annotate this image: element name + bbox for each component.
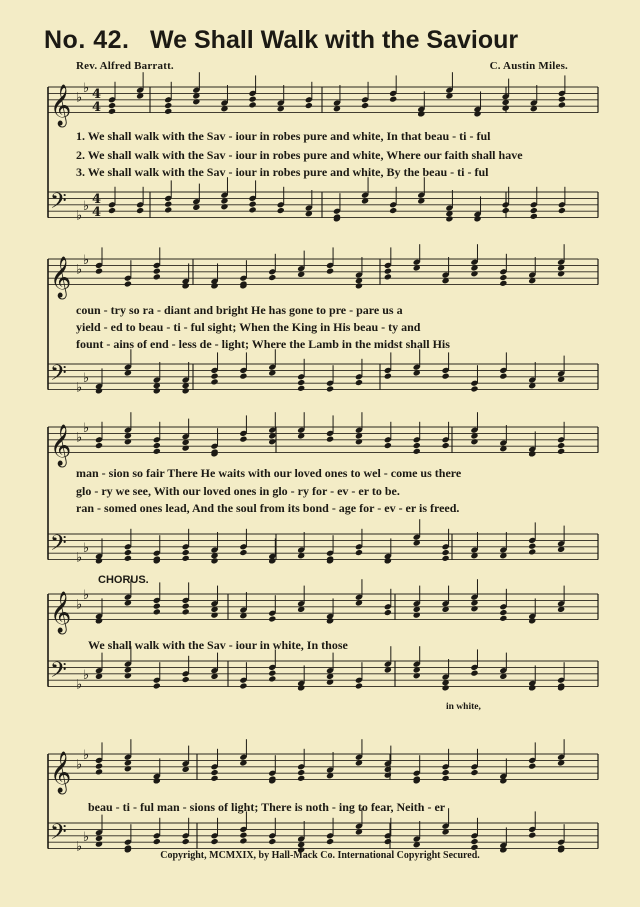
note-head: [557, 448, 565, 455]
note-head: [530, 213, 538, 220]
note-head: [153, 838, 161, 845]
note-head: [558, 207, 566, 214]
note-head: [528, 832, 536, 839]
time-signature: 4: [92, 205, 102, 220]
note-head: [355, 682, 363, 689]
note-head: [95, 841, 103, 848]
note-head: [384, 442, 392, 449]
flat-icon: ♭: [76, 208, 83, 224]
bass-clef-icon: 𝄢: [50, 658, 67, 688]
note-head: [95, 768, 103, 775]
note-head: [153, 448, 161, 455]
note-head: [413, 672, 421, 679]
note-head: [124, 438, 132, 445]
alto-lyric: in white,: [446, 702, 481, 712]
note-head: [361, 102, 369, 109]
flat-icon: ♭: [76, 757, 83, 773]
note-head: [499, 280, 507, 287]
note-head: [153, 273, 161, 280]
flat-icon: ♭: [76, 90, 83, 106]
bass-clef-icon: 𝄢: [50, 531, 67, 561]
note-head: [108, 108, 116, 115]
lyric-line: beau - ti - ful man - sions of light; There is noth - ing to fear, Neith - er: [88, 800, 446, 814]
composer-credit: C. Austin Miles.: [489, 60, 568, 72]
note-head: [153, 442, 161, 449]
time-signature: 4: [92, 192, 102, 207]
note-head: [239, 373, 247, 380]
note-head: [499, 615, 507, 622]
note-head: [442, 684, 450, 691]
note-head: [124, 555, 132, 562]
note-head: [182, 445, 190, 452]
flat-icon: ♭: [76, 430, 83, 446]
chorus-label: CHORUS.: [98, 574, 149, 586]
note-head: [164, 201, 172, 208]
lyric-line: ran - somed ones lead, And the soul from its bond - age for - ev - er is freed.: [76, 501, 460, 515]
note-head: [95, 617, 103, 624]
note-head: [326, 679, 334, 686]
note-head: [326, 268, 334, 275]
flat-icon: ♭: [83, 370, 90, 386]
lyric-line: 3. We shall walk with the Sav - iour in robes pure and white, By the beau - ti - ful: [76, 165, 489, 179]
note-head: [164, 206, 172, 213]
hymn-number: No. 42.: [44, 26, 130, 54]
note-head: [470, 838, 478, 845]
note-head: [473, 110, 481, 117]
note-head: [210, 378, 218, 385]
note-head: [470, 769, 478, 776]
note-head: [182, 555, 190, 562]
note-head: [249, 201, 257, 208]
flat-icon: ♭: [76, 262, 83, 278]
flat-icon: ♭: [76, 677, 83, 693]
note-head: [384, 373, 392, 380]
note-head: [442, 373, 450, 380]
note-head: [124, 765, 132, 772]
note-head: [499, 274, 507, 281]
note-head: [558, 96, 566, 103]
note-head: [297, 775, 305, 782]
note-head: [355, 379, 363, 386]
note-head: [277, 207, 285, 214]
note-head: [530, 207, 538, 214]
note-head: [153, 268, 161, 275]
note-head: [470, 438, 478, 445]
lyric-line: yield - ed to beau - ti - ful sight; When the King in His beau - ty and: [76, 320, 421, 334]
time-signature: 4: [92, 87, 102, 102]
note-head: [297, 769, 305, 776]
note-head: [389, 207, 397, 214]
flat-icon: ♭: [83, 540, 90, 556]
note-head: [239, 832, 247, 839]
note-head: [326, 436, 334, 443]
flat-icon: ♭: [83, 421, 90, 436]
flat-icon: ♭: [83, 829, 90, 845]
note-head: [470, 385, 478, 392]
note-head: [192, 98, 200, 105]
note-head: [108, 207, 116, 214]
note-head: [384, 557, 392, 564]
note-head: [210, 373, 218, 380]
lyricist-credit: Rev. Alfred Barratt.: [76, 60, 174, 72]
note-head: [249, 206, 257, 213]
note-head: [413, 442, 421, 449]
note-head: [528, 617, 536, 624]
note-head: [499, 373, 507, 380]
note-head: [528, 684, 536, 691]
treble-clef-icon: 𝄞: [50, 752, 72, 793]
note-head: [108, 102, 116, 109]
note-head: [355, 549, 363, 556]
note-head: [182, 387, 190, 394]
time-signature: 4: [92, 100, 102, 115]
note-head: [124, 672, 132, 679]
hymn-title: We Shall Walk with the Saviour: [150, 26, 519, 54]
flat-icon: ♭: [76, 380, 83, 396]
note-head: [470, 670, 478, 677]
note-head: [95, 557, 103, 564]
lyric-line: glo - ry we see, With our loved ones in glo - ry for - ev - er to be.: [76, 484, 400, 498]
note-head: [182, 549, 190, 556]
note-head: [384, 772, 392, 779]
note-head: [528, 450, 536, 457]
note-head: [249, 96, 257, 103]
note-head: [499, 777, 507, 784]
note-head: [442, 769, 450, 776]
treble-clef-icon: 𝄞: [50, 257, 72, 298]
note-head: [442, 549, 450, 556]
note-head: [95, 442, 103, 449]
treble-clef-icon: 𝄞: [50, 425, 72, 466]
treble-clef-icon: 𝄞: [50, 85, 72, 126]
note-head: [268, 838, 276, 845]
note-head: [239, 837, 247, 844]
note-head: [442, 442, 450, 449]
note-head: [326, 617, 334, 624]
bass-clef-icon: 𝄢: [50, 820, 67, 850]
treble-clef-icon: 𝄞: [50, 592, 72, 633]
note-head: [297, 385, 305, 392]
bass-clef-icon: 𝄢: [50, 361, 67, 391]
copyright-notice: Copyright, MCMXIX, by Hall-Mack Co. International Copyright Secured.: [160, 850, 480, 861]
note-head: [268, 675, 276, 682]
note-head: [442, 775, 450, 782]
note-head: [182, 608, 190, 615]
note-head: [528, 543, 536, 550]
lyric-line: 1. We shall walk with the Sav - iour in robes pure and white, In that beau - ti - ful: [76, 129, 491, 143]
note-head: [249, 101, 257, 108]
flat-icon: ♭: [76, 839, 83, 855]
flat-icon: ♭: [76, 550, 83, 566]
note-head: [413, 612, 421, 619]
note-head: [136, 207, 144, 214]
note-head: [384, 268, 392, 275]
note-head: [417, 110, 425, 117]
note-head: [182, 282, 190, 289]
note-head: [528, 548, 536, 555]
lyric-line: We shall walk with the Sav - iour in white, In those: [88, 638, 348, 652]
lyric-line: 2. We shall walk with the Sav - iour in robes pure and white, Where our faith shall have: [76, 148, 523, 162]
note-head: [210, 557, 218, 564]
note-head: [210, 282, 218, 289]
note-head: [95, 763, 103, 770]
note-head: [470, 270, 478, 277]
flat-icon: ♭: [83, 81, 90, 96]
note-head: [239, 682, 247, 689]
note-head: [268, 438, 276, 445]
note-head: [305, 102, 313, 109]
note-head: [470, 605, 478, 612]
note-head: [355, 282, 363, 289]
bass-clef-icon: 𝄢: [50, 189, 67, 219]
note-head: [95, 268, 103, 275]
note-head: [239, 549, 247, 556]
note-head: [153, 387, 161, 394]
note-head: [326, 385, 334, 392]
note-head: [182, 676, 190, 683]
lyric-line: man - sion so fair There He waits with our loved ones to wel - come us there: [76, 466, 462, 480]
note-head: [164, 102, 172, 109]
note-head: [182, 603, 190, 610]
note-head: [473, 215, 481, 222]
note-head: [442, 555, 450, 562]
note-head: [268, 274, 276, 281]
note-head: [182, 838, 190, 845]
note-head: [153, 603, 161, 610]
note-head: [124, 280, 132, 287]
note-head: [210, 769, 218, 776]
note-head: [210, 838, 218, 845]
note-head: [268, 557, 276, 564]
note-head: [220, 203, 228, 210]
flat-icon: ♭: [83, 198, 90, 214]
note-head: [326, 838, 334, 845]
note-head: [210, 612, 218, 619]
lyric-line: fount - ains of end - less de - light; Where the Lamb in the midst shall His: [76, 337, 450, 351]
note-head: [124, 549, 132, 556]
flat-icon: ♭: [83, 253, 90, 268]
note-head: [558, 101, 566, 108]
note-head: [384, 609, 392, 616]
note-head: [268, 615, 276, 622]
note-head: [499, 609, 507, 616]
note-head: [413, 448, 421, 455]
note-head: [268, 670, 276, 677]
note-head: [528, 763, 536, 770]
note-head: [164, 108, 172, 115]
note-head: [557, 270, 565, 277]
lyric-line: coun - try so ra - diant and bright He has gone to pre - pare us a: [76, 303, 403, 317]
note-head: [389, 96, 397, 103]
note-head: [95, 387, 103, 394]
note-head: [297, 379, 305, 386]
flat-icon: ♭: [83, 588, 90, 603]
flat-icon: ♭: [83, 667, 90, 683]
note-head: [557, 442, 565, 449]
note-head: [239, 436, 247, 443]
note-head: [384, 273, 392, 280]
note-head: [445, 215, 453, 222]
note-head: [384, 838, 392, 845]
note-head: [153, 682, 161, 689]
flat-icon: ♭: [76, 597, 83, 613]
flat-icon: ♭: [83, 748, 90, 763]
note-head: [153, 777, 161, 784]
note-head: [355, 438, 363, 445]
note-head: [210, 775, 218, 782]
note-head: [153, 608, 161, 615]
note-head: [297, 684, 305, 691]
